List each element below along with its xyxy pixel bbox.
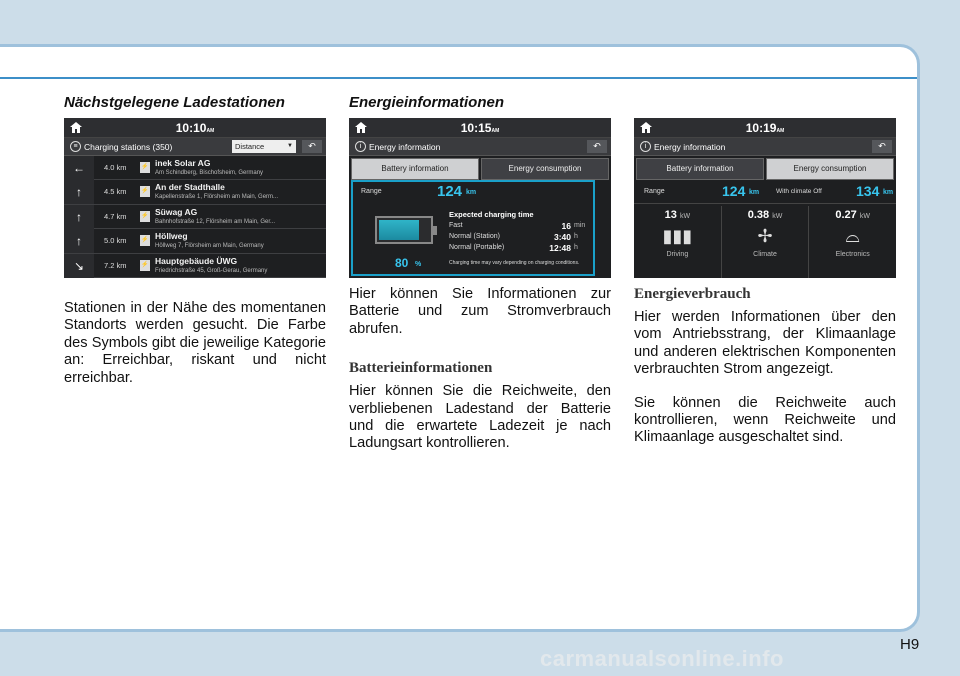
direction-arrow-icon: ↘	[64, 254, 94, 278]
consumption-tile	[634, 206, 722, 278]
station-address: Am Schindberg, Bischofsheim, Germany	[155, 170, 264, 176]
charger-icon: ⚡	[140, 260, 150, 271]
climate-off-unit: km	[883, 189, 894, 196]
status-bar	[349, 118, 611, 138]
status-bar	[634, 118, 896, 138]
col2-intro: Hier können Sie Informationen zur Batterie und zum Stromverbrauch abrufen.	[349, 286, 611, 337]
col2-text	[349, 286, 611, 453]
heading-charging-stations: Nächstgelegene Ladestationen	[64, 94, 285, 111]
station-address: Friedrichstraße 45, Groß-Gerau, Germany	[155, 267, 268, 274]
charging-note: Charging time may vary depending on charging conditions.	[449, 260, 580, 266]
charger-icon: ⚡	[140, 186, 150, 197]
consumption-value-row	[809, 209, 896, 221]
clock: 10:19AM	[745, 121, 785, 135]
range-label: Range	[644, 188, 665, 195]
direction-arrow-icon: ↑	[64, 229, 94, 253]
charger-icon: ⚡	[140, 235, 150, 246]
charging-time-value: 12:48	[549, 243, 571, 253]
col3-body2: Sie können die Reichweite auch kontrollieren, wenn Reichweite und Klimaanlage ausgeschaltet sind.	[634, 394, 896, 446]
clock: 10:15AM	[460, 121, 500, 135]
direction-arrow-icon: ←	[64, 156, 94, 180]
climate-off-value: 134	[856, 183, 880, 199]
station-name: inek Solar AG	[155, 158, 211, 168]
station-distance: 4.7 km	[104, 211, 127, 221]
charger-icon: ⚡	[140, 162, 150, 173]
col3-body1: Hier werden Informationen über den vom Antriebsstrang, der Klimaanlage und anderen elektrischen Komponenten verbrauchten Strom angezeigt.	[634, 309, 896, 378]
tab-battery-information[interactable]: Battery information	[351, 158, 479, 180]
watermark: carmanualsonline.info	[540, 646, 784, 671]
consumption-tiles	[634, 206, 896, 278]
station-name: An der Stadthalle	[155, 182, 225, 193]
charging-time-value: 3:40	[553, 232, 571, 242]
charging-mode: Normal (Portable)	[449, 244, 505, 251]
consumption-value: 0.27	[835, 209, 857, 221]
station-row[interactable]	[64, 254, 326, 278]
consumption-unit: kW	[859, 213, 870, 220]
consumption-unit: kW	[772, 213, 783, 220]
col2-body: Hier können Sie die Reichweite, den verbliebenen Ladestand der Batterie und die erwartete Ladezeit je nach Ladungsart kontrollieren.	[349, 383, 611, 452]
consumption-tile	[722, 206, 810, 278]
tab-battery-information[interactable]: Battery information	[636, 158, 764, 180]
screen-title: Energy information	[654, 142, 726, 152]
screen-battery-info	[349, 118, 611, 278]
info-icon: i	[640, 141, 651, 152]
charging-mode: Normal (Station)	[449, 233, 500, 240]
info-icon: i	[355, 141, 366, 152]
list-icon: ≡	[70, 141, 81, 152]
charging-mode: Fast	[449, 222, 463, 229]
consumption-value: 0.38	[747, 209, 770, 221]
motor-icon: ▮▮▮	[662, 226, 693, 246]
range-value: 124	[437, 183, 463, 200]
subheading-energy-consumption: Energieverbrauch	[634, 286, 751, 302]
charging-time-unit: h	[574, 233, 578, 240]
station-distance: 4.0 km	[104, 163, 127, 172]
station-name: Süwag AG	[155, 206, 198, 217]
battery-panel	[351, 180, 595, 276]
page-number: H9	[900, 636, 920, 653]
title-bar	[634, 138, 896, 156]
station-list	[64, 156, 326, 278]
station-distance: 4.5 km	[104, 187, 127, 197]
charging-title: Expected charging time	[449, 210, 534, 219]
station-address: Kapellenstraße 1, Flörsheim am Main, Germ...	[155, 194, 279, 201]
consumption-value-row	[722, 209, 809, 221]
battery-percent: 80	[395, 256, 409, 270]
range-value: 124	[722, 183, 746, 199]
consumption-label: Climate	[753, 251, 777, 258]
station-row[interactable]	[64, 229, 326, 253]
range-unit: km	[466, 189, 477, 196]
consumption-tile	[809, 206, 896, 278]
back-button[interactable]: ↶	[302, 140, 322, 153]
consumption-unit: kW	[679, 213, 691, 220]
header-rule	[0, 77, 917, 79]
range-unit: km	[749, 189, 760, 196]
screen-energy-consumption	[634, 118, 896, 278]
status-bar	[64, 118, 326, 138]
climate-off-label: With climate Off	[776, 188, 822, 195]
back-button[interactable]: ↶	[872, 140, 892, 153]
col3-text	[634, 286, 896, 447]
station-row[interactable]	[64, 205, 326, 229]
charging-time-unit: h	[574, 244, 578, 251]
tab-bar	[634, 156, 896, 180]
heading-energy-info: Energieinformationen	[349, 94, 505, 111]
range-label: Range	[361, 188, 382, 195]
battery-percent-unit: %	[415, 261, 422, 268]
consumption-label: Driving	[666, 251, 689, 258]
station-distance: 5.0 km	[104, 236, 127, 246]
clock: 10:10AM	[175, 121, 215, 135]
station-address: Bahnhofstraße 12, Flörsheim am Main, Ger...	[155, 218, 276, 225]
battery-icon	[375, 216, 433, 244]
back-button[interactable]: ↶	[587, 140, 607, 153]
screen-title: Energy information	[369, 142, 441, 152]
consumption-value: 13	[664, 209, 677, 221]
screen-charging-stations	[64, 118, 326, 278]
consumption-value-row	[634, 209, 721, 221]
station-name: Hauptgebäude ÜWG	[155, 255, 238, 266]
title-bar	[349, 138, 611, 156]
direction-arrow-icon: ↑	[64, 205, 94, 229]
direction-arrow-icon: ↑	[64, 180, 94, 204]
screen-title: Charging stations (350)	[84, 142, 173, 152]
dropdown-arrow-icon: ▼	[287, 143, 293, 149]
consumption-label: Electronics	[835, 251, 870, 258]
subheading-battery-info: Batterieinformationen	[349, 360, 493, 377]
charging-time-unit: min	[574, 222, 586, 229]
col1-body: Stationen in der Nähe des momentanen Standorts werden gesucht. Die Farbe des Symbols gibt die jeweilige Kategorie an: Erreichbar, riskant und nicht erreichbar.	[64, 300, 326, 386]
station-row[interactable]	[64, 180, 326, 204]
tab-bar	[349, 156, 611, 180]
station-row[interactable]	[64, 156, 326, 180]
charging-time-value: 16	[561, 221, 571, 231]
tab-energy-consumption[interactable]: Energy consumption	[481, 158, 609, 180]
range-row	[634, 180, 896, 204]
sort-dropdown[interactable]: Distance ▼	[232, 140, 296, 153]
title-bar	[64, 138, 326, 156]
charger-icon: ⚡	[140, 211, 150, 222]
fan-icon: ✢	[757, 226, 773, 246]
station-distance: 7.2 km	[104, 260, 127, 270]
station-address: Höllweg 7, Flörsheim am Main, Germany	[155, 243, 264, 250]
station-name: Höllweg	[155, 231, 188, 242]
tab-energy-consumption[interactable]: Energy consumption	[766, 158, 894, 180]
electronics-icon: ⌓	[845, 226, 860, 246]
battery-level-fill	[379, 220, 419, 240]
